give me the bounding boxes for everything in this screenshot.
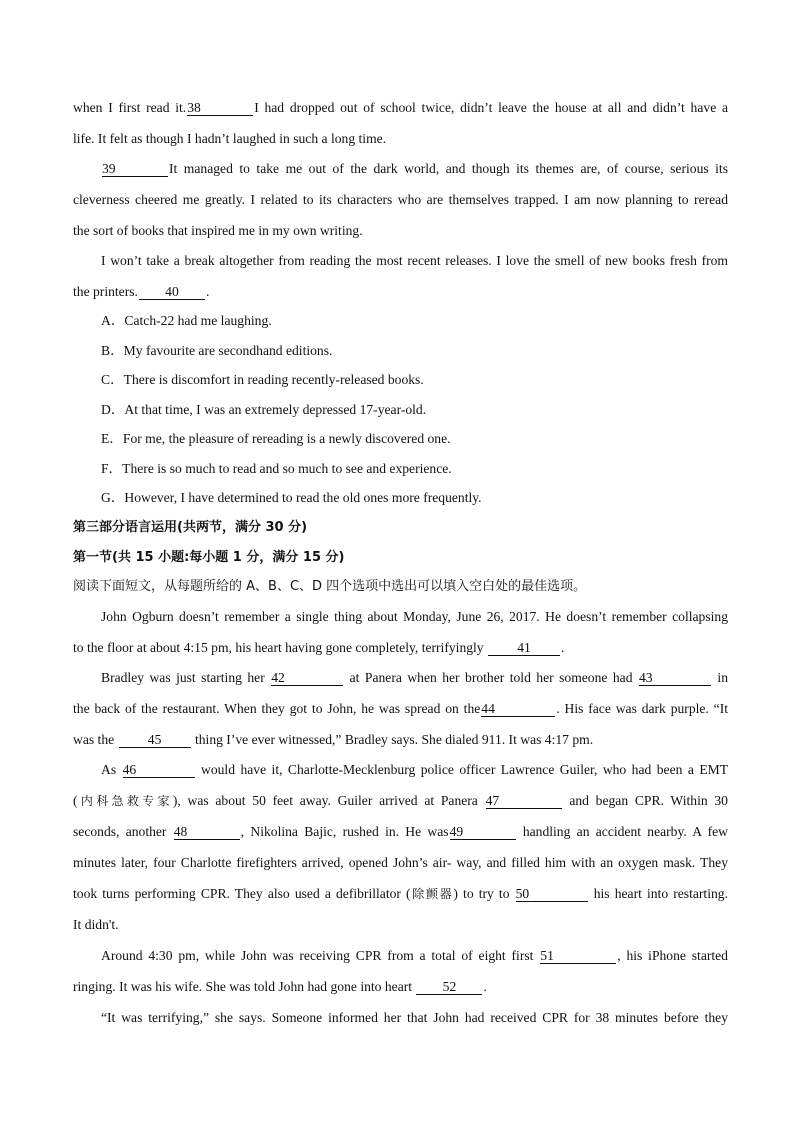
text: John Ogburn doesn’t remember a single thing about Monday, June 26, 2017. He doesn’t remember collapsing — [101, 609, 728, 624]
text: thing I’ve ever witnessed,” Bradley says. She dialed 911. It was 4:17 pm. — [194, 732, 594, 747]
passage-line — [73, 700, 728, 718]
passage-line — [73, 99, 728, 117]
passage-line — [73, 978, 728, 996]
text: handling an accident nearby. A few — [522, 824, 728, 839]
passage-line — [73, 191, 728, 209]
passage-line — [73, 916, 728, 934]
option-e: E．For me, the pleasure of rereading is a newly discovered one. — [101, 431, 451, 446]
text: . — [483, 979, 487, 994]
text: , Nikolina Bajic, rushed in. He was — [240, 824, 449, 839]
text: It didn't. — [73, 917, 119, 932]
option-f: F．There is so much to read and so much to see and experience. — [101, 461, 452, 476]
section-title: 第三部分语言运用(共两节，满分 30 分) — [73, 520, 308, 535]
text: seconds, another — [73, 824, 167, 839]
blank-41[interactable]: 41 — [488, 640, 560, 656]
passage-line — [73, 885, 728, 903]
passage-line — [73, 222, 728, 240]
passage-line — [73, 130, 728, 148]
text: ringing. It was his wife. She was told John had gone into heart — [73, 979, 413, 994]
blank-48[interactable]: 48 — [174, 824, 240, 840]
text: ( — [73, 793, 78, 808]
blank-50[interactable]: 50 — [516, 886, 588, 902]
text: minutes later, four Charlotte firefighters arrived, opened John’s air- way, and filled him with an oxygen mask. They — [73, 855, 728, 870]
option-b: B．My favourite are secondhand editions. — [101, 343, 333, 358]
passage-line — [73, 792, 728, 810]
text: . — [205, 284, 210, 299]
passage-line — [101, 1009, 728, 1027]
text: ), was about 50 feet away. Guiler arrived at Panera — [172, 793, 478, 808]
text: the back of the restaurant. When they got to John, he was spread on the — [73, 701, 481, 716]
passage-line — [101, 608, 728, 626]
blank-38[interactable]: 38 — [187, 100, 253, 116]
option-c: C．There is discomfort in reading recently-released books. — [101, 372, 424, 387]
text: “It was terrifying,” she says. Someone informed her that John had received CPR for 38 minutes before they — [101, 1010, 728, 1025]
text: in — [717, 670, 728, 685]
text: I won’t take a break altogether from reading the most recent releases. I love the smell of new books fresh from — [101, 253, 728, 268]
text: and began CPR. Within 30 — [569, 793, 728, 808]
option-g: G．However, I have determined to read the old ones more frequently. — [101, 490, 482, 505]
blank-46[interactable]: 46 — [123, 762, 195, 778]
passage-line — [101, 252, 728, 270]
text: . His face was dark purple. “It — [556, 701, 729, 716]
text: would have it, Charlotte-Mecklenburg police officer Lawrence Guiler, who had been a EMT — [201, 762, 729, 777]
text: Around 4:30 pm, while John was receiving CPR from a total of eight first — [101, 948, 534, 963]
passage-line — [101, 761, 728, 779]
text: to the floor at about 4:15 pm, his heart having gone completely, terrifyingly — [73, 640, 484, 655]
passage-line — [73, 731, 728, 749]
chinese-gloss: 除颤器 — [410, 887, 454, 901]
instruction: 阅读下面短文，从每题所给的 A、B、C、D 四个选项中选出可以填入空白处的最佳选项。 — [73, 579, 587, 594]
blank-44[interactable]: 44 — [481, 701, 555, 717]
passage-line — [73, 283, 728, 301]
blank-51[interactable]: 51 — [540, 948, 616, 964]
passage-line — [73, 823, 728, 841]
text: Bradley was just starting her — [101, 670, 265, 685]
passage-line — [101, 947, 728, 965]
subsection-title: 第一节(共 15 小题:每小题 1 分，满分 15 分) — [73, 550, 345, 565]
text: , his iPhone started — [617, 948, 728, 963]
blank-45[interactable]: 45 — [119, 732, 191, 748]
text: life. It felt as though I hadn’t laughed in such a long time. — [73, 131, 387, 146]
text: took turns performing CPR. They also used a defibrillator ( — [73, 886, 411, 901]
passage-line — [73, 854, 728, 872]
blank-43[interactable]: 43 — [639, 670, 711, 686]
text: ) to try to — [453, 886, 510, 901]
text: . — [561, 640, 565, 655]
text: I had dropped out of school twice, didn’t leave the house at all and didn’t have a — [254, 100, 729, 115]
blank-49[interactable]: 49 — [450, 824, 516, 840]
chinese-gloss: 内科急救专家 — [77, 794, 173, 808]
text: the sort of books that inspired me in my own writing. — [73, 223, 363, 238]
text: was the — [73, 732, 115, 747]
text: the printers. — [73, 284, 138, 299]
text: As — [101, 762, 117, 777]
passage-line — [73, 639, 728, 657]
passage-line — [101, 160, 728, 178]
blank-47[interactable]: 47 — [486, 793, 562, 809]
text: cleverness cheered me greatly. I related to its characters who are themselves trapped. I am now planning to reread — [73, 192, 728, 207]
option-a: A．Catch-22 had me laughing. — [101, 313, 272, 328]
blank-39[interactable]: 39 — [102, 161, 168, 177]
text: It managed to take me out of the dark world, and though its themes are, of course, serious its — [169, 161, 728, 176]
text: when I first read it. — [73, 100, 187, 115]
option-d: D．At that time, I was an extremely depressed 17-year-old. — [101, 402, 427, 417]
blank-52[interactable]: 52 — [416, 979, 482, 995]
blank-42[interactable]: 42 — [271, 670, 343, 686]
text: his heart into restarting. — [593, 886, 728, 901]
blank-40[interactable]: 40 — [139, 284, 205, 300]
passage-line — [101, 669, 728, 687]
text: at Panera when her brother told her someone had — [349, 670, 633, 685]
